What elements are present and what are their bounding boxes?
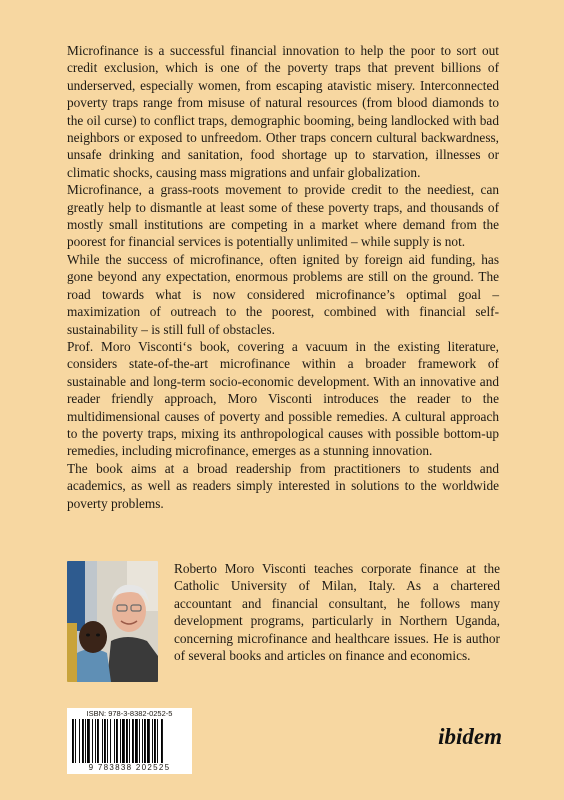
publisher-logo: ibidem bbox=[438, 724, 502, 749]
barcode-bar bbox=[154, 719, 156, 763]
barcode-bar bbox=[97, 719, 99, 763]
barcode-bar bbox=[82, 719, 84, 763]
author-photo-image bbox=[67, 561, 158, 682]
barcode-bar bbox=[135, 719, 138, 763]
isbn-label: ISBN: 978-3-8382-0252-5 bbox=[86, 709, 173, 718]
barcode-bar bbox=[126, 719, 128, 763]
blurb-paragraph: Microfinance is a successful financial innovation to help the poor to sort out credit exclusion, which is one of the poverty traps that prevent billions of underserved, especially women, from escaping atavistic misery. Interconnected poverty traps range from misuse of natural resources (from blood diamonds to the oil curse) to conflict traps, demographic booming, being landlocked with bad neighbors or exposed to unfreedom. Other traps concern cultural backwardness, unsafe drinking and sanitation, food shortage up to starvation, illnesses or climatic shocks, causing mass migrations and unfair globalization. bbox=[67, 43, 499, 180]
barcode-bar bbox=[139, 719, 140, 763]
barcode-bar bbox=[129, 719, 130, 763]
barcode-bar bbox=[152, 719, 153, 763]
blurb-paragraph: While the success of microfinance, often ignited by foreign aid funding, has gone beyond any expectation, enormous problems are still on the ground. The road towards what is now considered microfinance’s optimal goal – maximization of outreach to the poorest, combined with financial self-sustainability – is still full of obstacles. bbox=[67, 251, 499, 337]
barcode-bar bbox=[102, 719, 103, 763]
barcode-bar bbox=[132, 719, 134, 763]
barcode-bar bbox=[147, 719, 150, 763]
barcode-bar bbox=[161, 719, 163, 763]
barcode-bar bbox=[104, 719, 106, 763]
barcode-bar bbox=[72, 719, 74, 763]
barcode-bar bbox=[79, 719, 80, 763]
back-cover-blurb bbox=[67, 42, 499, 512]
author-photo bbox=[67, 561, 158, 682]
barcode-bar bbox=[114, 719, 115, 763]
barcode-bar bbox=[144, 719, 146, 763]
barcode-digits: 9 783838 202525 bbox=[88, 763, 171, 772]
blurb-paragraph: Prof. Moro Visconti‘s book, covering a vacuum in the existing literature, considers state-of-the-art microfinance within a broader framework of sustainable and long-term socio-economic development. With an innovative and reader friendly approach, Moro Visconti introduces the reader to the multidimensional causes of poverty and possible remedies. A cultural approach to the poverty traps, mixing its anthropological causes with possible bottom-up remedies, including microfinance, emerges as a stunning innovation. bbox=[67, 338, 499, 459]
barcode-bar bbox=[87, 719, 90, 763]
barcode-bar bbox=[157, 719, 158, 763]
barcode-bar bbox=[85, 719, 86, 763]
barcode-bar bbox=[95, 719, 96, 763]
barcode-bar bbox=[120, 719, 121, 763]
barcode-bar bbox=[92, 719, 93, 763]
isbn-barcode bbox=[67, 708, 192, 774]
barcode-bar bbox=[116, 719, 118, 763]
barcode-bar bbox=[107, 719, 108, 763]
blurb-paragraph: Microfinance, a grass-roots movement to provide credit to the neediest, can greatly help to dismantle at least some of these poverty traps, and thousands of mostly small institutions are competing in a market where demand from the poorest for financial services is potentially unlimited – while supply is not. bbox=[67, 182, 499, 250]
barcode-bar bbox=[142, 719, 143, 763]
author-bio: Roberto Moro Visconti teaches corporate finance at the Catholic University of Milan, Italy. As a chartered accountant and financial consultant, he follows many development programs, particularly in Northern Uganda, concerning microfinance and healthcare issues. He is author of several books and articles on finance and economics. bbox=[174, 561, 500, 664]
barcode-bar bbox=[122, 719, 125, 763]
barcode-bars bbox=[72, 719, 187, 763]
barcode-bar bbox=[110, 719, 111, 763]
barcode-bar bbox=[75, 719, 76, 763]
blurb-paragraph: The book aims at a broad readership from practitioners to students and academics, as well as readers simply interested in solutions to the worldwide poverty problems. bbox=[67, 460, 499, 511]
